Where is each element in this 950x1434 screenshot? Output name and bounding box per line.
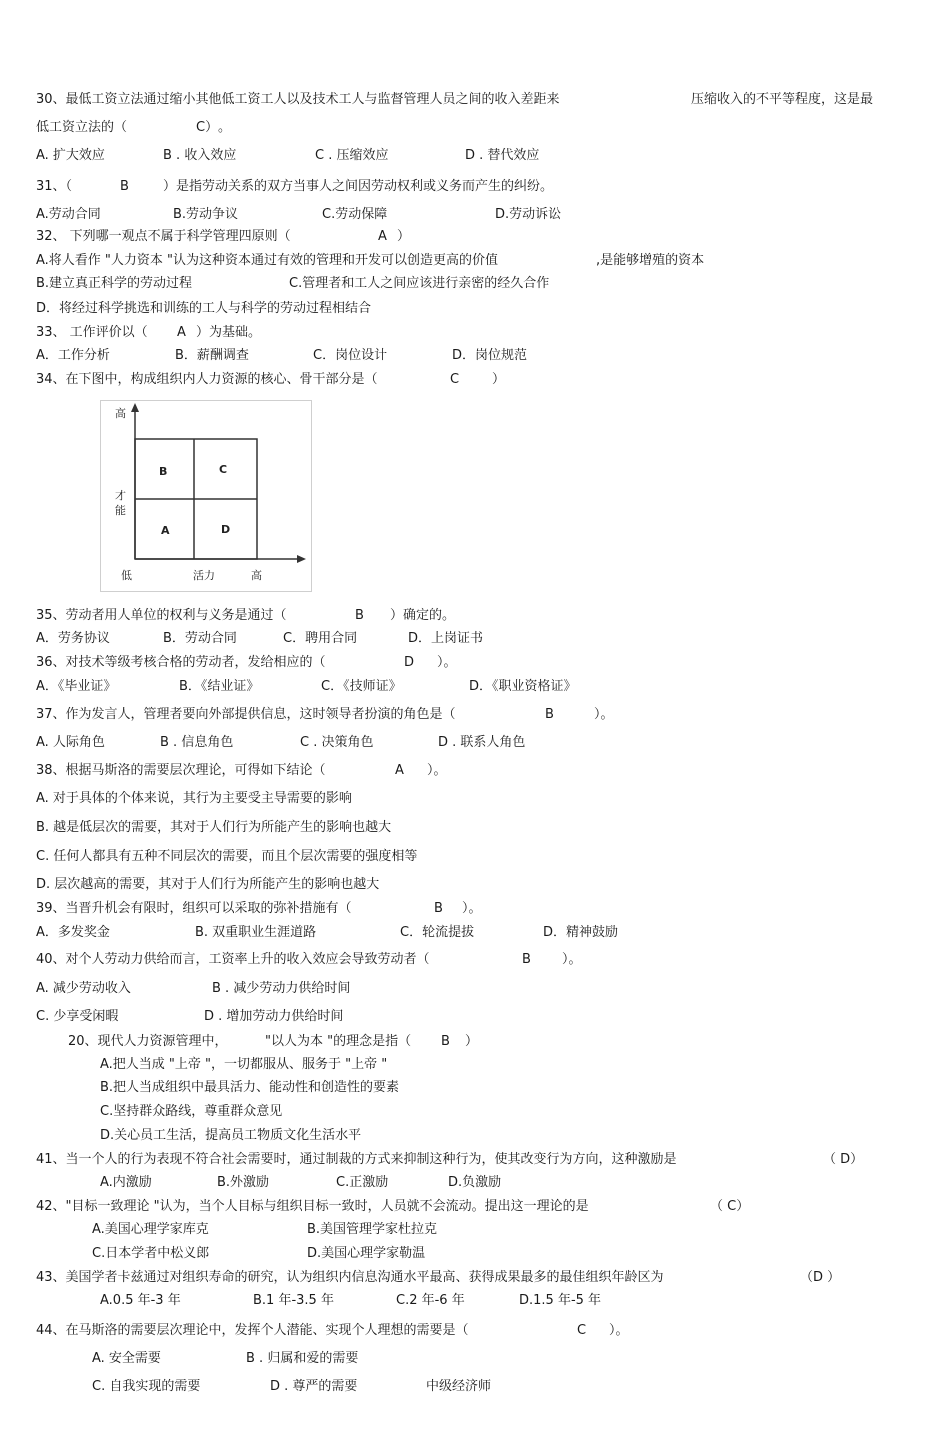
q30-stem-end: 。 <box>218 120 232 135</box>
q40-option-b: B . 减少劳动力供给时间 <box>212 981 351 996</box>
q42-answer: （ C） <box>710 1199 750 1214</box>
q39-answer: B <box>434 901 443 916</box>
q40-stem-cont: ）。 <box>562 952 582 967</box>
q35-option-a: A．劳务协议 <box>36 631 110 646</box>
q41-answer: （ D） <box>823 1152 864 1167</box>
q35-option-b: B．劳动合同 <box>163 631 237 646</box>
q33-option-a: A．工作分析 <box>36 348 110 363</box>
q33-stem: 33、 工作评价以（ <box>36 325 148 340</box>
q41-option-d: D.负激励 <box>448 1175 502 1190</box>
q43-answer: （D ） <box>800 1270 841 1285</box>
q39-option-a: A．多发奖金 <box>36 925 110 940</box>
q39-option-d: D．精神鼓励 <box>543 925 619 940</box>
q42-option-b: B.美国管理学家杜拉克 <box>307 1222 438 1237</box>
q20-answer: B <box>441 1034 450 1049</box>
q31-stem: 31、（ <box>36 179 73 194</box>
y-axis-label-char-2: 能 <box>115 504 126 517</box>
q20-stem-cont: "以人为本 "的理念是指（ <box>265 1034 412 1049</box>
y-axis-arrow-icon <box>131 403 139 412</box>
q32-option-d: D．将经过科学挑选和训练的工人与科学的劳动过程相结合 <box>36 301 372 316</box>
talent-vitality-matrix-figure <box>100 400 312 592</box>
q37-option-a: A. 人际角色 <box>36 735 105 750</box>
q43-stem: 43、美国学者卡兹通过对组织寿命的研究，认为组织内信息沟通水平最高、获得成果最多的最佳组织年龄区为 <box>36 1270 664 1285</box>
cell-c-label: C <box>219 463 228 476</box>
q36-answer: D <box>404 655 415 670</box>
q38-option-a: A. 对于具体的个体来说，其行为主要受主导需要的影响 <box>36 791 352 806</box>
q20-stem: 20、现代人力资源管理中， <box>68 1034 228 1049</box>
q31-answer: B <box>120 179 129 194</box>
q38-option-b: B. 越是低层次的需要，其对于人们行为所能产生的影响也越大 <box>36 820 392 835</box>
q40-stem: 40、对个人劳动力供给而言，工资率上升的收入效应会导致劳动者（ <box>36 952 430 967</box>
q20-option-a: A.把人当成 "上帝 "，一切都服从、服务于 "上帝 " <box>100 1057 388 1072</box>
q40-option-a: A. 减少劳动收入 <box>36 981 131 996</box>
q37-stem: 37、作为发言人，管理者要向外部提供信息，这时领导者扮演的角色是（ <box>36 707 456 722</box>
q42-stem: 42、"目标一致理论 "认为，当个人目标与组织目标一致时，人员就不会流动。提出这一理论的是 <box>36 1199 589 1214</box>
q30-stem-line2: 低工资立法的（ <box>36 120 128 135</box>
q43-option-d: D.1.5 年-5 年 <box>519 1293 602 1308</box>
q39-stem-cont: ）。 <box>462 901 482 916</box>
q31-stem-cont: ）是指劳动关系的双方当事人之间因劳动权利或义务而产生的纠纷。 <box>163 179 554 194</box>
q40-option-d: D . 增加劳动力供给时间 <box>204 1009 344 1024</box>
cell-d-label: D <box>221 523 231 536</box>
q20-option-c: C.坚持群众路线，尊重群众意见 <box>100 1104 283 1119</box>
q35-option-d: D．上岗证书 <box>408 631 484 646</box>
q32-stem: 32、 下列哪一观点不属于科学管理四原则（ <box>36 229 291 244</box>
q41-option-c: C.正激励 <box>336 1175 389 1190</box>
q31-option-c: C.劳动保障 <box>322 207 388 222</box>
q35-option-c: C．聘用合同 <box>283 631 358 646</box>
q32-option-a-cont: ,是能够增殖的资本 <box>596 253 705 268</box>
q42-option-a: A.美国心理学家库克 <box>92 1222 209 1237</box>
q33-stem-cont: ）为基础。 <box>196 325 262 340</box>
q38-answer: A <box>395 763 404 778</box>
y-axis-label-char-1: 才 <box>115 489 126 502</box>
q44-option-b: B . 归属和爱的需要 <box>246 1351 359 1366</box>
q37-option-b: B . 信息角色 <box>160 735 234 750</box>
x-axis-label: 活力 <box>193 569 215 582</box>
q30-option-a: A. 扩大效应 <box>36 148 105 163</box>
q30-option-c: C . 压缩效应 <box>315 148 389 163</box>
q42-option-c: C.日本学者中松义郎 <box>92 1246 210 1261</box>
q32-option-a: A.将人看作 "人力资本 "认为这种资本通过有效的管理和开发可以创造更高的价值 <box>36 253 499 268</box>
q41-option-b: B.外激励 <box>217 1175 270 1190</box>
q31-option-a: A.劳动合同 <box>36 207 101 222</box>
q35-answer: B <box>355 608 364 623</box>
q39-stem: 39、当晋升机会有限时，组织可以采取的弥补措施有（ <box>36 901 352 916</box>
q33-option-b: B．薪酬调查 <box>175 348 249 363</box>
q40-answer: B <box>522 952 531 967</box>
q40-option-c: C. 少享受闲暇 <box>36 1009 119 1024</box>
q43-option-c: C.2 年-6 年 <box>396 1293 465 1308</box>
q37-option-c: C . 决策角色 <box>300 735 374 750</box>
q32-stem-end: ） <box>397 229 411 244</box>
q33-option-c: C．岗位设计 <box>313 348 388 363</box>
q30-option-d: D . 替代效应 <box>465 148 540 163</box>
q43-option-a: A.0.5 年-3 年 <box>100 1293 181 1308</box>
x-axis-arrow-icon <box>297 555 306 563</box>
q38-option-d: D. 层次越高的需要，其对于人们行为所能产生的影响也越大 <box>36 877 380 892</box>
q37-option-d: D . 联系人角色 <box>438 735 526 750</box>
x-axis-low-label: 低 <box>121 569 132 582</box>
q31-option-b: B.劳动争议 <box>173 207 239 222</box>
q30-answer: C） <box>196 120 219 135</box>
q31-option-d: D.劳动诉讼 <box>495 207 562 222</box>
q41-option-a: A.内激励 <box>100 1175 152 1190</box>
q32-answer: A <box>378 229 387 244</box>
q44-answer: C <box>577 1323 587 1338</box>
q36-stem-cont: ）。 <box>437 655 457 670</box>
q39-option-b: B. 双重职业生涯道路 <box>195 925 317 940</box>
q44-stem-cont: ）。 <box>609 1323 629 1338</box>
matrix-svg <box>101 401 311 591</box>
q44-stem: 44、在马斯洛的需要层次理论中，发挥个人潜能、实现个人理想的需要是（ <box>36 1323 469 1338</box>
q36-stem: 36、对技术等级考核合格的劳动者，发给相应的（ <box>36 655 326 670</box>
q34-stem-end: ） <box>492 372 506 387</box>
q38-option-c: C. 任何人都具有五种不同层次的需要，而且个层次需要的强度相等 <box>36 849 418 864</box>
q35-stem-cont: ）确定的。 <box>390 608 456 623</box>
q37-answer: B <box>545 707 554 722</box>
q20-stem-end: ） <box>465 1034 479 1049</box>
q44-option-c: C. 自我实现的需要 <box>92 1379 201 1394</box>
q44-option-a: A. 安全需要 <box>92 1351 161 1366</box>
cell-b-label: B <box>159 465 168 478</box>
footer-label: 中级经济师 <box>426 1379 492 1394</box>
q42-option-d: D.美国心理学家勒温 <box>307 1246 426 1261</box>
q32-option-b: B.建立真正科学的劳动过程 <box>36 276 193 291</box>
q30-option-b: B . 收入效应 <box>163 148 237 163</box>
q30-stem-cont: 压缩收入的不平等程度，这是最 <box>691 92 874 107</box>
q36-option-b: B．《结业证》 <box>179 679 260 694</box>
q39-option-c: C．轮流提拔 <box>400 925 475 940</box>
q33-option-d: D．岗位规范 <box>452 348 528 363</box>
q37-stem-cont: ）。 <box>594 707 614 722</box>
q36-option-d: D．《职业资格证》 <box>469 679 577 694</box>
q44-option-d: D . 尊严的需要 <box>270 1379 358 1394</box>
q36-option-a: A．《毕业证》 <box>36 679 117 694</box>
q35-stem: 35、劳动者用人单位的权利与义务是通过（ <box>36 608 287 623</box>
q20-option-b: B.把人当成组织中最具活力、能动性和创造性的要素 <box>100 1080 400 1095</box>
q32-option-c: C.管理者和工人之间应该进行亲密的经久合作 <box>289 276 550 291</box>
q34-stem: 34、在下图中，构成组织内人力资源的核心、骨干部分是（ <box>36 372 378 387</box>
x-axis-high-label: 高 <box>251 569 262 582</box>
q30-stem: 30、最低工资立法通过缩小其他低工资工人以及技术工人与监督管理人员之间的收入差距来 <box>36 92 560 107</box>
q41-stem: 41、当一个人的行为表现不符合社会需要时，通过制裁的方式来抑制这种行为，使其改变行为方向，这种激励是 <box>36 1152 677 1167</box>
q38-stem-cont: ）。 <box>427 763 447 778</box>
q43-option-b: B.1 年-3.5 年 <box>253 1293 334 1308</box>
y-axis-high-label: 高 <box>115 407 126 420</box>
q20-option-d: D.关心员工生活，提高员工物质文化生活水平 <box>100 1128 362 1143</box>
q38-stem: 38、根据马斯洛的需要层次理论，可得如下结论（ <box>36 763 326 778</box>
cell-a-label: A <box>161 524 170 537</box>
q33-answer: A <box>177 325 186 340</box>
q36-option-c: C．《技师证》 <box>321 679 402 694</box>
q34-answer: C <box>450 372 460 387</box>
